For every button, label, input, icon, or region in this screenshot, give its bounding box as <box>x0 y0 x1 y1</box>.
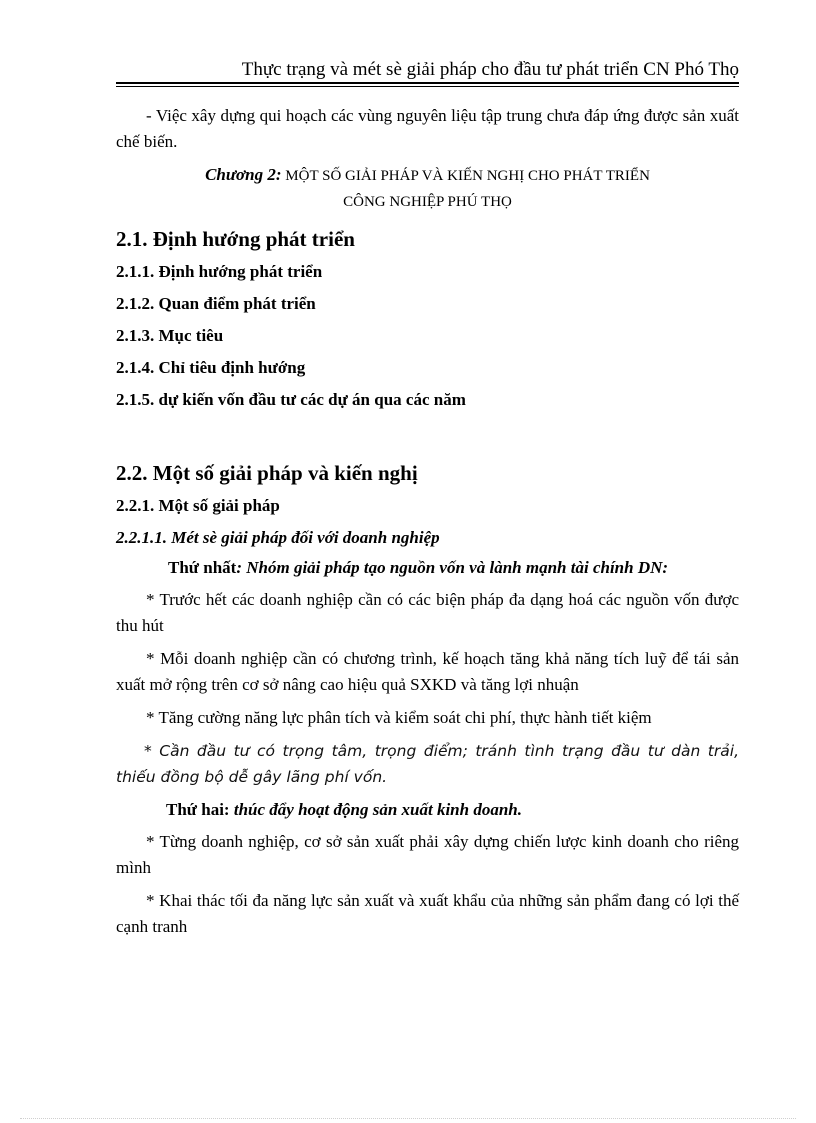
group-lead: Thứ hai: <box>166 800 234 819</box>
document-body <box>116 103 739 947</box>
bullet-paragraph: * Khai thác tối đa năng lực sản xuất và xuất khẩu của những sản phẩm đang có lợi thế cạnh tranh <box>116 891 739 936</box>
intro-paragraph: - Việc xây dựng qui hoạch các vùng nguyên liệu tập trung chưa đáp ứng được sản xuất chế biến. <box>116 106 739 151</box>
header-rule-thin <box>116 86 739 87</box>
sub-subsection-heading: 2.2.1.1. Mét sè giải pháp đối với doanh nghiệp <box>116 528 440 547</box>
bullet-paragraph: * Mỗi doanh nghiệp cần có chương trình, kế hoạch tăng khả năng tích luỹ để tái sản xuất mở rộng trên cơ sở nâng cao hiệu quả SXKD và tăng lợi nhuận <box>116 649 739 694</box>
bullet-paragraph: * Trước hết các doanh nghiệp cần có các biện pháp đa dạng hoá các nguồn vốn được thu hút <box>116 590 739 635</box>
group-topic: thúc đẩy hoạt động sản xuất kinh doanh. <box>233 800 522 819</box>
group-topic: : Nhóm giải pháp tạo nguồn vốn và lành mạnh tài chính DN: <box>236 558 669 577</box>
section-heading-2-1: 2.1. Định hướng phát triển <box>116 227 355 251</box>
section-heading-2-2: 2.2. Một số giải pháp và kiến nghị <box>116 461 418 485</box>
chapter-title <box>116 162 739 189</box>
bullet-paragraph: * Từng doanh nghiệp, cơ sở sản xuất phải xây dựng chiến lược kinh doanh cho riêng mình <box>116 832 739 877</box>
group-lead: Thứ nhất <box>168 558 237 577</box>
chapter-label: Chương 2: <box>205 165 282 184</box>
chapter-title-line2: CÔNG NGHIỆP PHÚ THỌ <box>343 194 512 210</box>
subsection-heading: 2.1.1. Định hướng phát triển <box>116 262 323 281</box>
italic-bullet-paragraph: * Cần đầu tư có trọng tâm, trọng điểm; tránh tình trạng đầu tư dàn trải, thiếu đồng bộ dễ gây lãng phí vốn. <box>116 742 739 786</box>
solution-group-first <box>116 555 739 581</box>
subsection-heading: 2.1.3. Mục tiêu <box>116 326 224 345</box>
subsection-heading: 2.2.1. Một số giải pháp <box>116 496 280 515</box>
subsection-heading: 2.1.5. dự kiến vốn đầu tư các dự án qua các năm <box>116 390 466 409</box>
running-header: Thực trạng và mét sè giải pháp cho đầu tư phát triển CN Phó Thọ <box>241 59 739 80</box>
solution-group-second <box>116 797 739 823</box>
subsection-heading: 2.1.2. Quan điểm phát triển <box>116 294 316 313</box>
bullet-paragraph: * Tăng cường năng lực phân tích và kiểm soát chi phí, thực hành tiết kiệm <box>146 708 652 727</box>
chapter-title-line1: MỘT SỐ GIẢI PHÁP VÀ KIẾN NGHỊ CHO PHÁT TRIỂN <box>281 168 650 184</box>
header-rule <box>116 82 739 84</box>
page-bottom-border <box>20 1118 796 1119</box>
subsection-heading: 2.1.4. Chỉ tiêu định hướng <box>116 358 306 377</box>
